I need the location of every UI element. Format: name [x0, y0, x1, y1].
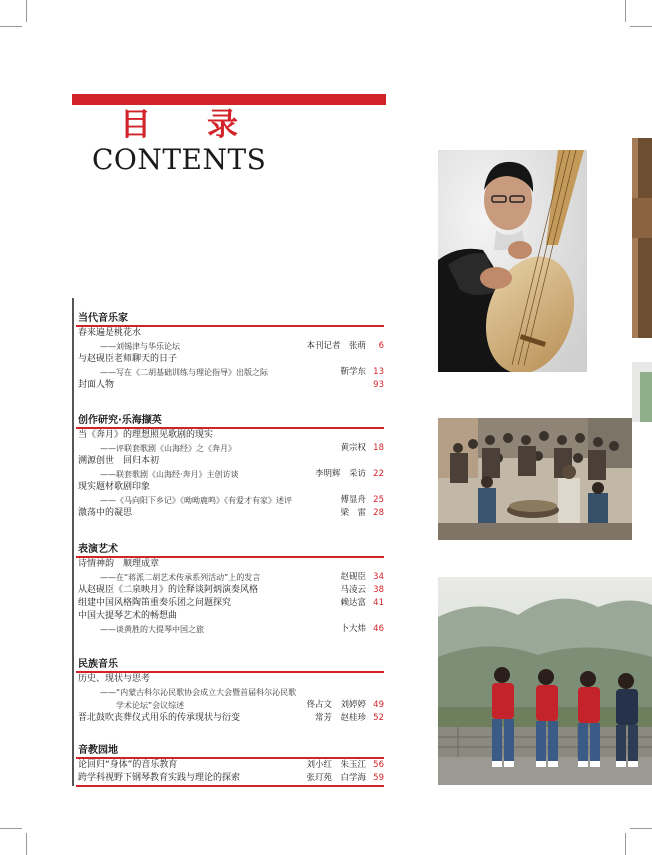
toc-entry[interactable]: [76, 571, 384, 584]
toc-entry[interactable]: [76, 468, 384, 481]
entry-title: 论回归“身体”的音乐教育: [78, 760, 178, 770]
entry-page: 38: [373, 585, 384, 595]
entry-title: 当《奔月》的理想照见歌剧的现实: [78, 430, 214, 440]
entry-page: 25: [373, 495, 384, 505]
toc-entry[interactable]: [76, 772, 384, 787]
entry-page: 28: [373, 508, 384, 518]
entry-page: 13: [373, 367, 384, 377]
entry-title: 历史、现状与思考: [78, 674, 151, 684]
toc-entry[interactable]: [76, 597, 384, 610]
entry-title: 激荡中的凝思: [78, 508, 133, 518]
entry-page: 22: [373, 469, 384, 479]
entry-subtitle: ——评联套歌剧《山海经》之《奔月》: [100, 444, 236, 453]
entry-author: 赖达富: [340, 598, 366, 608]
entry-page: 6: [378, 341, 384, 351]
entry-author: 常芳 赵桂珍: [314, 713, 366, 723]
entry-author: 梁 雷: [340, 508, 366, 518]
entry-page: 34: [373, 572, 384, 582]
entry-title: 溯源创世 回归本初: [78, 456, 160, 466]
crop-mark-bottom-left: [26, 833, 27, 855]
toc-entry[interactable]: [76, 623, 384, 636]
toc-entry[interactable]: [76, 507, 384, 520]
entry-subtitle: ——写在《二胡基础训练与理论指导》出版之际: [100, 368, 268, 377]
crop-mark-top-left-h: [0, 26, 22, 27]
section-heading: 创作研究·乐海撷英: [76, 414, 384, 429]
toc-entry[interactable]: [76, 340, 384, 353]
section-heading: 表演艺术: [76, 543, 384, 558]
photo-edge-strip-middle: [632, 362, 652, 422]
toc-entry[interactable]: [76, 327, 384, 340]
toc-section-performance-art: [76, 543, 384, 636]
entry-subtitle: ——在“蒋派二胡艺术传承系列活动”上的发言: [100, 573, 261, 582]
entry-subtitle: ——《马向阳下乡记》《呦呦鹿鸣》《有爱才有家》述评: [100, 496, 292, 505]
entry-title: 跨学科视野下钢琴教育实践与理论的探索: [78, 773, 241, 783]
entry-page: 93: [373, 380, 384, 390]
photo-pipa-player: [438, 150, 587, 372]
toc-entry[interactable]: [76, 494, 384, 507]
crop-mark-top-right-h: [630, 26, 652, 27]
entry-title: 从赵砚臣《二泉映月》的诠释谈阿炳演奏风格: [78, 585, 259, 595]
section-heading: 民族音乐: [76, 658, 384, 673]
toc-entry[interactable]: [76, 686, 384, 699]
entry-page: 41: [373, 598, 384, 608]
page-title-en: CONTENTS: [92, 143, 267, 176]
entry-subtitle: ——“内蒙古科尔沁民歌协会成立大会暨首届科尔沁民歌: [100, 688, 297, 697]
entry-title: 现实题材歌剧印象: [78, 482, 151, 492]
entry-title: 与赵砚臣老师聊天的日子: [78, 354, 178, 364]
toc-vertical-rule: [72, 298, 74, 786]
toc-entry[interactable]: [76, 379, 384, 392]
entry-subtitle: ——刘锡津与华乐论坛: [100, 342, 180, 351]
entry-title: 春来遍是桃花水: [78, 328, 142, 338]
toc-section-music-education: [76, 744, 384, 787]
photo-children-ocarina: [438, 577, 652, 785]
toc-entry[interactable]: [76, 712, 384, 725]
toc-entry[interactable]: [76, 610, 384, 623]
entry-page: 49: [373, 700, 384, 710]
page-title-cn: 目录: [120, 107, 294, 143]
crop-mark-bottom-right: [625, 833, 626, 855]
entry-subtitle-continued: 学术论坛”会议综述: [116, 701, 185, 710]
entry-title: 诗情神韵 顺理成章: [78, 559, 160, 569]
toc-section-creation-research: [76, 414, 384, 520]
entry-title: 封面人物: [78, 380, 115, 390]
entry-subtitle: ——联套歌剧《山海经·奔月》主创访谈: [100, 470, 239, 479]
entry-author: 本刊记者 张萌: [306, 341, 366, 351]
entry-author: 傅显舟: [340, 495, 366, 505]
entry-subtitle: ——谈黄胜的大提琴中国之旅: [100, 625, 204, 634]
entry-author: 黄宗权: [340, 443, 366, 453]
toc-entry[interactable]: [76, 455, 384, 468]
header-red-bar: [72, 94, 386, 105]
crop-mark-bottom-left-h: [0, 828, 22, 829]
entry-author: 靳学东: [340, 367, 366, 377]
toc-entry[interactable]: [76, 481, 384, 494]
toc-section-contemporary-musicians: [76, 312, 384, 392]
entry-page: 46: [373, 624, 384, 634]
entry-author: 张玎苑 白学海: [306, 773, 366, 783]
toc-section-folk-music: [76, 658, 384, 725]
toc-entry[interactable]: [76, 353, 384, 366]
toc-entry[interactable]: [76, 429, 384, 442]
section-heading: 当代音乐家: [76, 312, 384, 327]
entry-author: 卜大炜: [340, 624, 366, 634]
toc-entry[interactable]: [76, 699, 384, 712]
toc-entry[interactable]: [76, 673, 384, 686]
entry-title: 中国大提琴艺术的畅想曲: [78, 611, 178, 621]
entry-author: 马凌云: [340, 585, 366, 595]
toc-entry[interactable]: [76, 584, 384, 597]
photo-village-performance: [438, 418, 632, 540]
entry-page: 56: [373, 760, 384, 770]
crop-mark-top-right: [625, 0, 626, 22]
entry-author: 赵砚臣: [340, 572, 366, 582]
entry-author: 刘小红 朱玉江: [306, 760, 366, 770]
entry-page: 59: [373, 773, 384, 783]
entry-title: 晋北鼓吹丧葬仪式用乐的传承现状与衍变: [78, 713, 241, 723]
entry-author: 李明辉 采访: [314, 469, 366, 479]
entry-author: 佟占文 刘婷婷: [306, 700, 366, 710]
toc-entry[interactable]: [76, 558, 384, 571]
toc-entry[interactable]: [76, 759, 384, 772]
photo-edge-strip-top: [632, 138, 652, 338]
entry-page: 52: [373, 713, 384, 723]
toc-entry[interactable]: [76, 442, 384, 455]
section-heading: 音教园地: [76, 744, 384, 759]
crop-mark-top-left: [26, 0, 27, 22]
entry-page: 18: [373, 443, 384, 453]
entry-title: 组建中国风格陶笛重奏乐团之问题探究: [78, 598, 232, 608]
crop-mark-bottom-right-h: [630, 828, 652, 829]
toc-entry[interactable]: [76, 366, 384, 379]
